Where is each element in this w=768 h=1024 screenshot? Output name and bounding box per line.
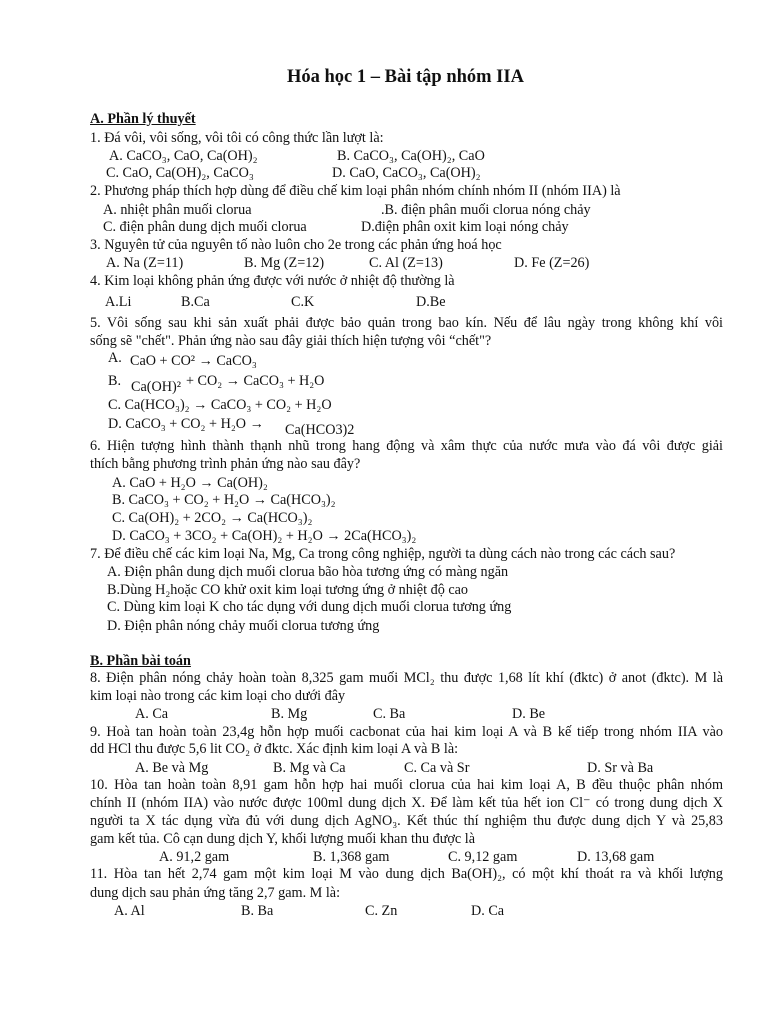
question-4-option-b: B.Ca	[181, 294, 210, 310]
question-10-option-a: A. 91,2 gam	[159, 849, 230, 865]
question-5-option-a-label: A.	[108, 350, 122, 366]
question-10-stem-line-4: gam kết tủa. Cô cạn dung dịch Y, khối lượng muối khan thu được là	[90, 831, 476, 847]
question-6-stem-line-1: 6. Hiện tượng hình thành thạnh nhũ trong hang động và xâm thực của nước mưa vào đá vôi được giải	[90, 438, 723, 454]
question-2-option-c: C. điện phân dung dịch muối clorua	[103, 219, 307, 235]
question-7-option-d: D. Điện phân nóng chảy muối clorua tương ứng	[107, 618, 380, 634]
question-9-option-d: D. Sr và Ba	[587, 760, 654, 776]
question-6-option-a: A. CaO + H₂O → Ca(OH)₂	[112, 475, 268, 491]
question-1-option-c: C. CaO, Ca(OH)₂, CaCO₃	[106, 165, 254, 181]
question-6-option-d: D. CaCO₃ + 3CO₂ + Ca(OH)₂ + H₂O → 2Ca(HCO₃)₂	[112, 528, 417, 544]
question-9-stem-line-2: dd HCl thu được 5,6 lit CO₂ ở đktc. Xác định kim loại A và B là:	[90, 741, 459, 757]
question-8-stem-line-1: 8. Điện phân nóng chảy hoàn toàn 8,325 gam muối MCl₂ thu được 1,68 lít khí (đktc) ở anot (đktc). M là	[90, 670, 723, 686]
question-5-option-d-right: Ca(HCO3)2	[285, 422, 355, 438]
question-3-option-d: D. Fe (Z=26)	[514, 255, 590, 271]
question-7-option-a: A. Điện phân dung dịch muối clorua bão hòa tương ứng có màng ngăn	[107, 564, 509, 580]
question-10-option-c: C. 9,12 gam	[448, 849, 518, 865]
question-2-option-d: D.điện phân oxit kim loại nóng chảy	[361, 219, 569, 235]
section-heading-theory: A. Phần lý thuyết	[90, 111, 196, 127]
question-5-option-b: + CO₂ → CaCO₃ + H₂O	[186, 373, 325, 389]
question-3-stem: 3. Nguyên tử của nguyên tố nào luôn cho 2e trong các phản ứng hoá học	[90, 237, 502, 253]
question-2-option-b: .B. điện phân muối clorua nóng chảy	[381, 202, 591, 218]
question-5-stem-line-1: 5. Vôi sống sau khi sản xuất phải được bảo quản trong bao kín. Nếu để lâu ngày trong không khí vôi	[90, 315, 723, 331]
question-8-option-a: A. Ca	[135, 706, 169, 722]
question-11-option-b: B. Ba	[241, 903, 274, 919]
page-title: Hóa học 1 – Bài tập nhóm IIA	[287, 67, 524, 87]
question-11-stem-line-2: dung dịch sau phản ứng tăng 2,7 gam. M là:	[90, 885, 341, 901]
question-7-stem: 7. Để điều chế các kim loại Na, Mg, Ca trong công nghiệp, người ta dùng cách nào trong các cách sau?	[90, 546, 676, 562]
section-heading-problems: B. Phần bài toán	[90, 653, 191, 669]
question-1-option-a: A. CaCO₃, CaO, Ca(OH)₂	[109, 148, 258, 164]
question-5-option-b-label: B.	[108, 373, 122, 389]
question-7-option-b: B.Dùng H₂hoặc CO khử oxit kim loại tương ứng ở nhiệt độ cao	[107, 582, 469, 598]
question-8-option-d: D. Be	[512, 706, 546, 722]
question-4-option-c: C.K	[291, 294, 315, 310]
question-6-option-b: B. CaCO₃ + CO₂ + H₂O → Ca(HCO₃)₂	[112, 492, 336, 508]
question-11-option-a: A. Al	[114, 903, 145, 919]
question-11-option-d: D. Ca	[471, 903, 505, 919]
question-5-option-d: D. CaCO₃ + CO₂ + H₂O →	[108, 416, 264, 432]
question-2-option-a: A. nhiệt phân muối clorua	[103, 202, 252, 218]
question-10-stem-line-2: chính II (nhóm IIA) vào nước được 100ml dung dịch X. Để làm kết tủa hết ion Cl⁻ có trong dung dịch X	[90, 795, 723, 811]
question-2-stem: 2. Phương pháp thích hợp dùng để điều chế kim loại phân nhóm chính nhóm II (nhóm IIA) là	[90, 183, 621, 199]
question-8-stem-line-2: kim loại nào trong các kim loại cho dưới đây	[90, 688, 346, 704]
question-7-option-c: C. Dùng kim loại K cho tác dụng với dung dịch muối clorua tương ứng	[107, 599, 512, 615]
question-9-option-a: A. Be và Mg	[135, 760, 209, 776]
question-10-stem-line-3: người ta X tác dụng vừa đủ với dung dịch AgNO₃. Kết thúc thí nghiệm thu được dung dịch Y và 25,83	[90, 813, 723, 829]
question-3-option-c: C. Al (Z=13)	[369, 255, 443, 271]
question-10-stem-line-1: 10. Hòa tan hoàn toàn 8,91 gam hỗn hợp hai muối clorua của hai kim loại A, B đều thuộc phân nhóm	[90, 777, 723, 793]
question-8-option-b: B. Mg	[271, 706, 308, 722]
question-6-stem-line-2: thích bằng phương trình phản ứng nào sau đây?	[90, 456, 361, 472]
question-4-option-d: D.Be	[416, 294, 446, 310]
question-1-stem: 1. Đá vôi, vôi sống, vôi tôi có công thức lần lượt là:	[90, 130, 384, 146]
question-6-option-c: C. Ca(OH)₂ + 2CO₂ → Ca(HCO₃)₂	[112, 510, 313, 526]
question-1-option-d: D. CaO, CaCO₃, Ca(OH)₂	[332, 165, 481, 181]
question-11-stem-line-1: 11. Hòa tan hết 2,74 gam một kim loại M vào dung dịch Ba(OH)₂, có một khí thoát ra và khối lượng	[90, 866, 723, 882]
question-9-stem-line-1: 9. Hoà tan hoàn toàn 23,4g hỗn hợp muối cacbonat của hai kim loại A và B kế tiếp trong nhóm IIA vào	[90, 724, 723, 740]
question-4-option-a: A.Li	[105, 294, 132, 310]
question-9-option-c: C. Ca và Sr	[404, 760, 470, 776]
question-9-option-b: B. Mg và Ca	[273, 760, 346, 776]
question-5-option-c: C. Ca(HCO₃)₂ → CaCO₃ + CO₂ + H₂O	[108, 397, 332, 413]
question-11-option-c: C. Zn	[365, 903, 398, 919]
question-5-option-a: CaO + CO² → CaCO₃	[130, 353, 257, 369]
question-3-option-b: B. Mg (Z=12)	[244, 255, 325, 271]
question-10-option-b: B. 1,368 gam	[313, 849, 390, 865]
question-4-stem: 4. Kim loại không phản ứng được với nước ở nhiệt độ thường là	[90, 273, 455, 289]
question-10-option-d: D. 13,68 gam	[577, 849, 655, 865]
question-5-stem-line-2: sống sẽ "chết". Phản ứng nào sau đây giải thích hiện tượng vôi “chết"?	[90, 333, 492, 349]
question-3-option-a: A. Na (Z=11)	[106, 255, 184, 271]
question-1-option-b: B. CaCO₃, Ca(OH)₂, CaO	[337, 148, 485, 164]
question-5-option-b-left: Ca(OH)²	[131, 379, 181, 395]
question-8-option-c: C. Ba	[373, 706, 406, 722]
